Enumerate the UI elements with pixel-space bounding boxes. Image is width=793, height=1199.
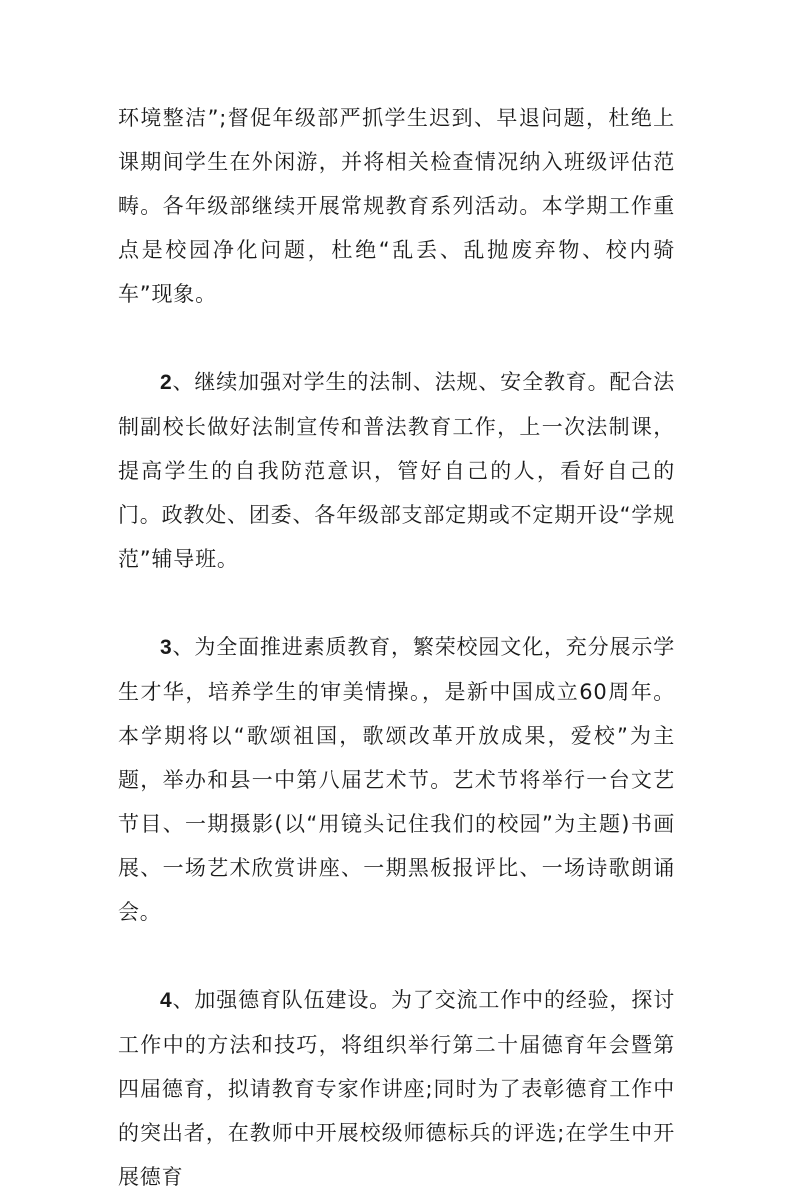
paragraph-1-continuation [118, 96, 675, 316]
paragraph-spacer [118, 581, 675, 625]
paragraph-text: 、加强德育队伍建设。为了交流工作中的经验，探讨工作中的方法和技巧，将组织举行第二十届德育年会暨第四届德育，拟请教育专家作讲座;同时为了表彰德育工作中的突出者，在教师中开展校级师德标兵的评选;在学生中开展德育 [118, 988, 675, 1189]
paragraph-text: 、继续加强对学生的法制、法规、安全教育。配合法制副校长做好法制宣传和普法教育工作，上一次法制课，提高学生的自我防范意识，管好自己的人，看好自己的门。政教处、团委、各年级部支部定期或不定期开设“学规范”辅导班。 [118, 370, 675, 571]
paragraph-item-4 [118, 978, 675, 1199]
document-page [118, 96, 675, 1199]
item-number: 4 [160, 989, 173, 1012]
paragraph-text: 环境整洁”;督促年级部严抓学生迟到、早退问题，杜绝上课期间学生在外闲游，并将相关检查情况纳入班级评估范畴。各年级部继续开展常规教育系列活动。本学期工作重点是校园净化问题，杜绝“乱丢、乱抛废弃物、校内骑车”现象。 [118, 106, 675, 306]
paragraph-text: 、为全面推进素质教育，繁荣校园文化，充分展示学生才华，培养学生的审美情操。，是新中国成立60周年。本学期将以“歌颂祖国，歌颂改革开放成果，爱校”为主题，举办和县一中第八届艺术节。艺术节将举行一台文艺节目、一期摄影(以“用镜头记住我们的校园”为主题)书画展、一场艺术欣赏讲座、一期黑板报评比、一场诗歌朗诵会。 [118, 635, 675, 924]
paragraph-item-3 [118, 625, 675, 934]
paragraph-spacer [118, 316, 675, 360]
paragraph-spacer [118, 934, 675, 978]
item-number: 3 [160, 636, 173, 659]
paragraph-item-2 [118, 360, 675, 581]
item-number: 2 [160, 371, 173, 394]
